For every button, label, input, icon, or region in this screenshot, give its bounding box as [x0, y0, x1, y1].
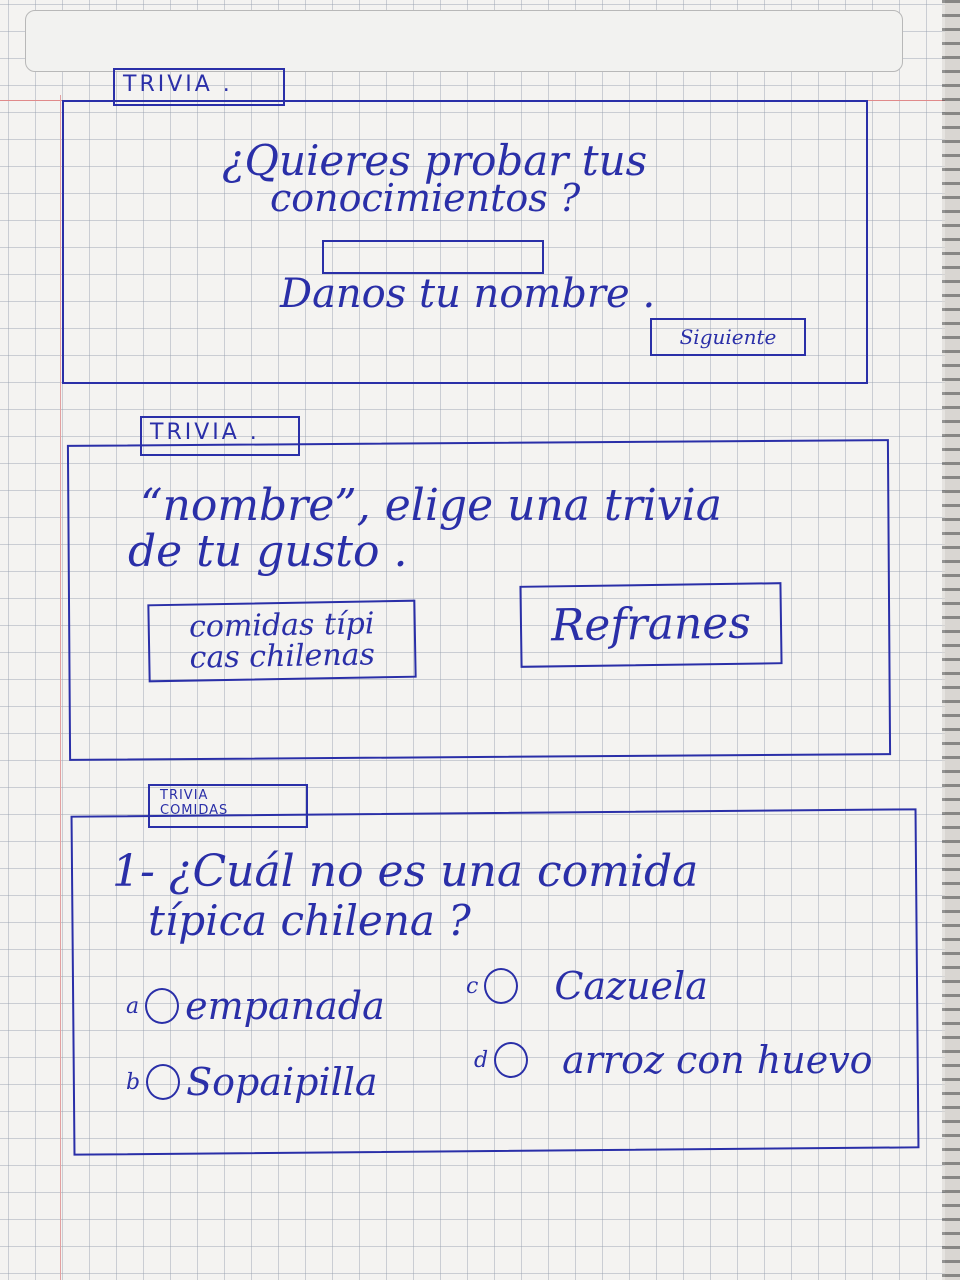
answer-option-a[interactable] [126, 984, 385, 1028]
radio-circle-icon[interactable] [146, 1064, 180, 1100]
radio-circle-icon[interactable] [484, 968, 518, 1004]
screen2-heading-line2: de tu gusto . [128, 526, 408, 577]
screen3-tab-line2: COMIDAS [160, 802, 229, 818]
next-button[interactable]: Siguiente [650, 318, 806, 356]
answer-option-a-label: empanada [185, 984, 385, 1028]
answer-option-d-label: arroz con huevo [562, 1038, 873, 1082]
answer-option-b[interactable] [126, 1060, 378, 1104]
answer-option-d[interactable] [474, 1038, 873, 1082]
radio-circle-icon[interactable] [145, 988, 179, 1024]
notebook-spiral [942, 0, 960, 1280]
screen2-tab: TRIVIA . [140, 416, 300, 456]
answer-option-c-label: Cazuela [554, 964, 708, 1008]
answer-option-d-letter: d [474, 1047, 489, 1073]
margin-line-vertical [60, 95, 61, 1280]
answer-option-c[interactable] [466, 964, 708, 1008]
screen1-question-line1: ¿Quieres probar tus [222, 136, 648, 185]
screen3-question-line1: 1- ¿Cuál no es una comida [112, 846, 699, 897]
category-button-comidas-line2: cas chilenas [189, 637, 376, 676]
screen1-question-line2: conocimientos ? [270, 176, 581, 220]
answer-option-a-letter: a [126, 993, 140, 1019]
screen3-question-line2: típica chilena ? [148, 896, 471, 945]
page-header-strip [25, 10, 903, 72]
radio-circle-icon[interactable] [494, 1042, 528, 1078]
name-prompt: Danos tu nombre . [280, 271, 656, 317]
category-button-refranes[interactable]: Refranes [519, 582, 782, 668]
screen3-tab-line1: TRIVIA [160, 788, 209, 803]
screen1-tab: TRIVIA . [113, 68, 285, 106]
answer-option-b-label: Sopaipilla [186, 1060, 378, 1104]
screen2-heading-line1: “nombre”, elige una trivia [140, 480, 722, 531]
category-button-comidas-line1: comidas típi [188, 605, 375, 645]
category-button-comidas[interactable] [147, 600, 416, 683]
name-input[interactable] [322, 240, 544, 274]
answer-option-b-letter: b [126, 1069, 141, 1095]
answer-option-c-letter: c [466, 973, 479, 999]
